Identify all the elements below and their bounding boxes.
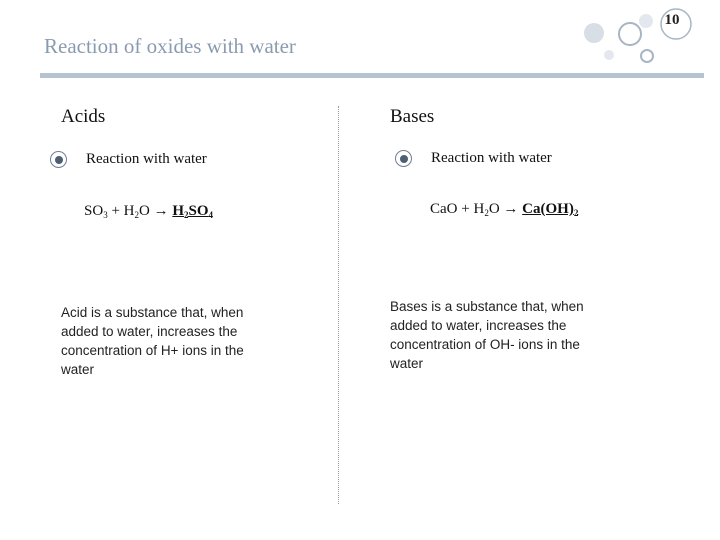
decorative-circles (576, 8, 716, 68)
acids-product: $H_2SO_4$ (172, 203, 214, 220)
deco-circle-6 (641, 50, 653, 62)
bases-bullet-item (395, 150, 552, 167)
deco-circle-2 (619, 23, 641, 45)
bullet-icon (395, 150, 412, 167)
bases-product: $Ca(OH)_2$ (522, 201, 579, 218)
bases-definition: Bases is a substance that, when added to water, increases the concentration of OH- ions in the water (390, 299, 584, 371)
bullet-icon (50, 151, 67, 168)
deco-circle-3 (639, 14, 653, 28)
deco-circle-1 (584, 23, 604, 43)
bases-heading: Bases (390, 106, 435, 127)
title-rule (40, 73, 704, 78)
acids-bullet-item (50, 151, 207, 168)
bases-equation: CaO + $H_2O \to Ca(OH)_2$ (430, 201, 579, 218)
acids-heading: Acids (61, 106, 106, 127)
slide-title: Reaction of oxides with water (44, 34, 296, 58)
deco-circle-5 (604, 50, 614, 60)
bases-bullet-text: Reaction with water (431, 150, 552, 166)
acids-bullet-text: Reaction with water (86, 151, 207, 167)
acids-definition: Acid is a substance that, when added to water, increases the concentration of H+ ions in the water (61, 305, 244, 377)
page-number: 10 (664, 12, 680, 28)
acids-equation: $SO_3 + H_2O \to H_2SO_4$ (84, 203, 214, 220)
column-divider (338, 106, 339, 504)
